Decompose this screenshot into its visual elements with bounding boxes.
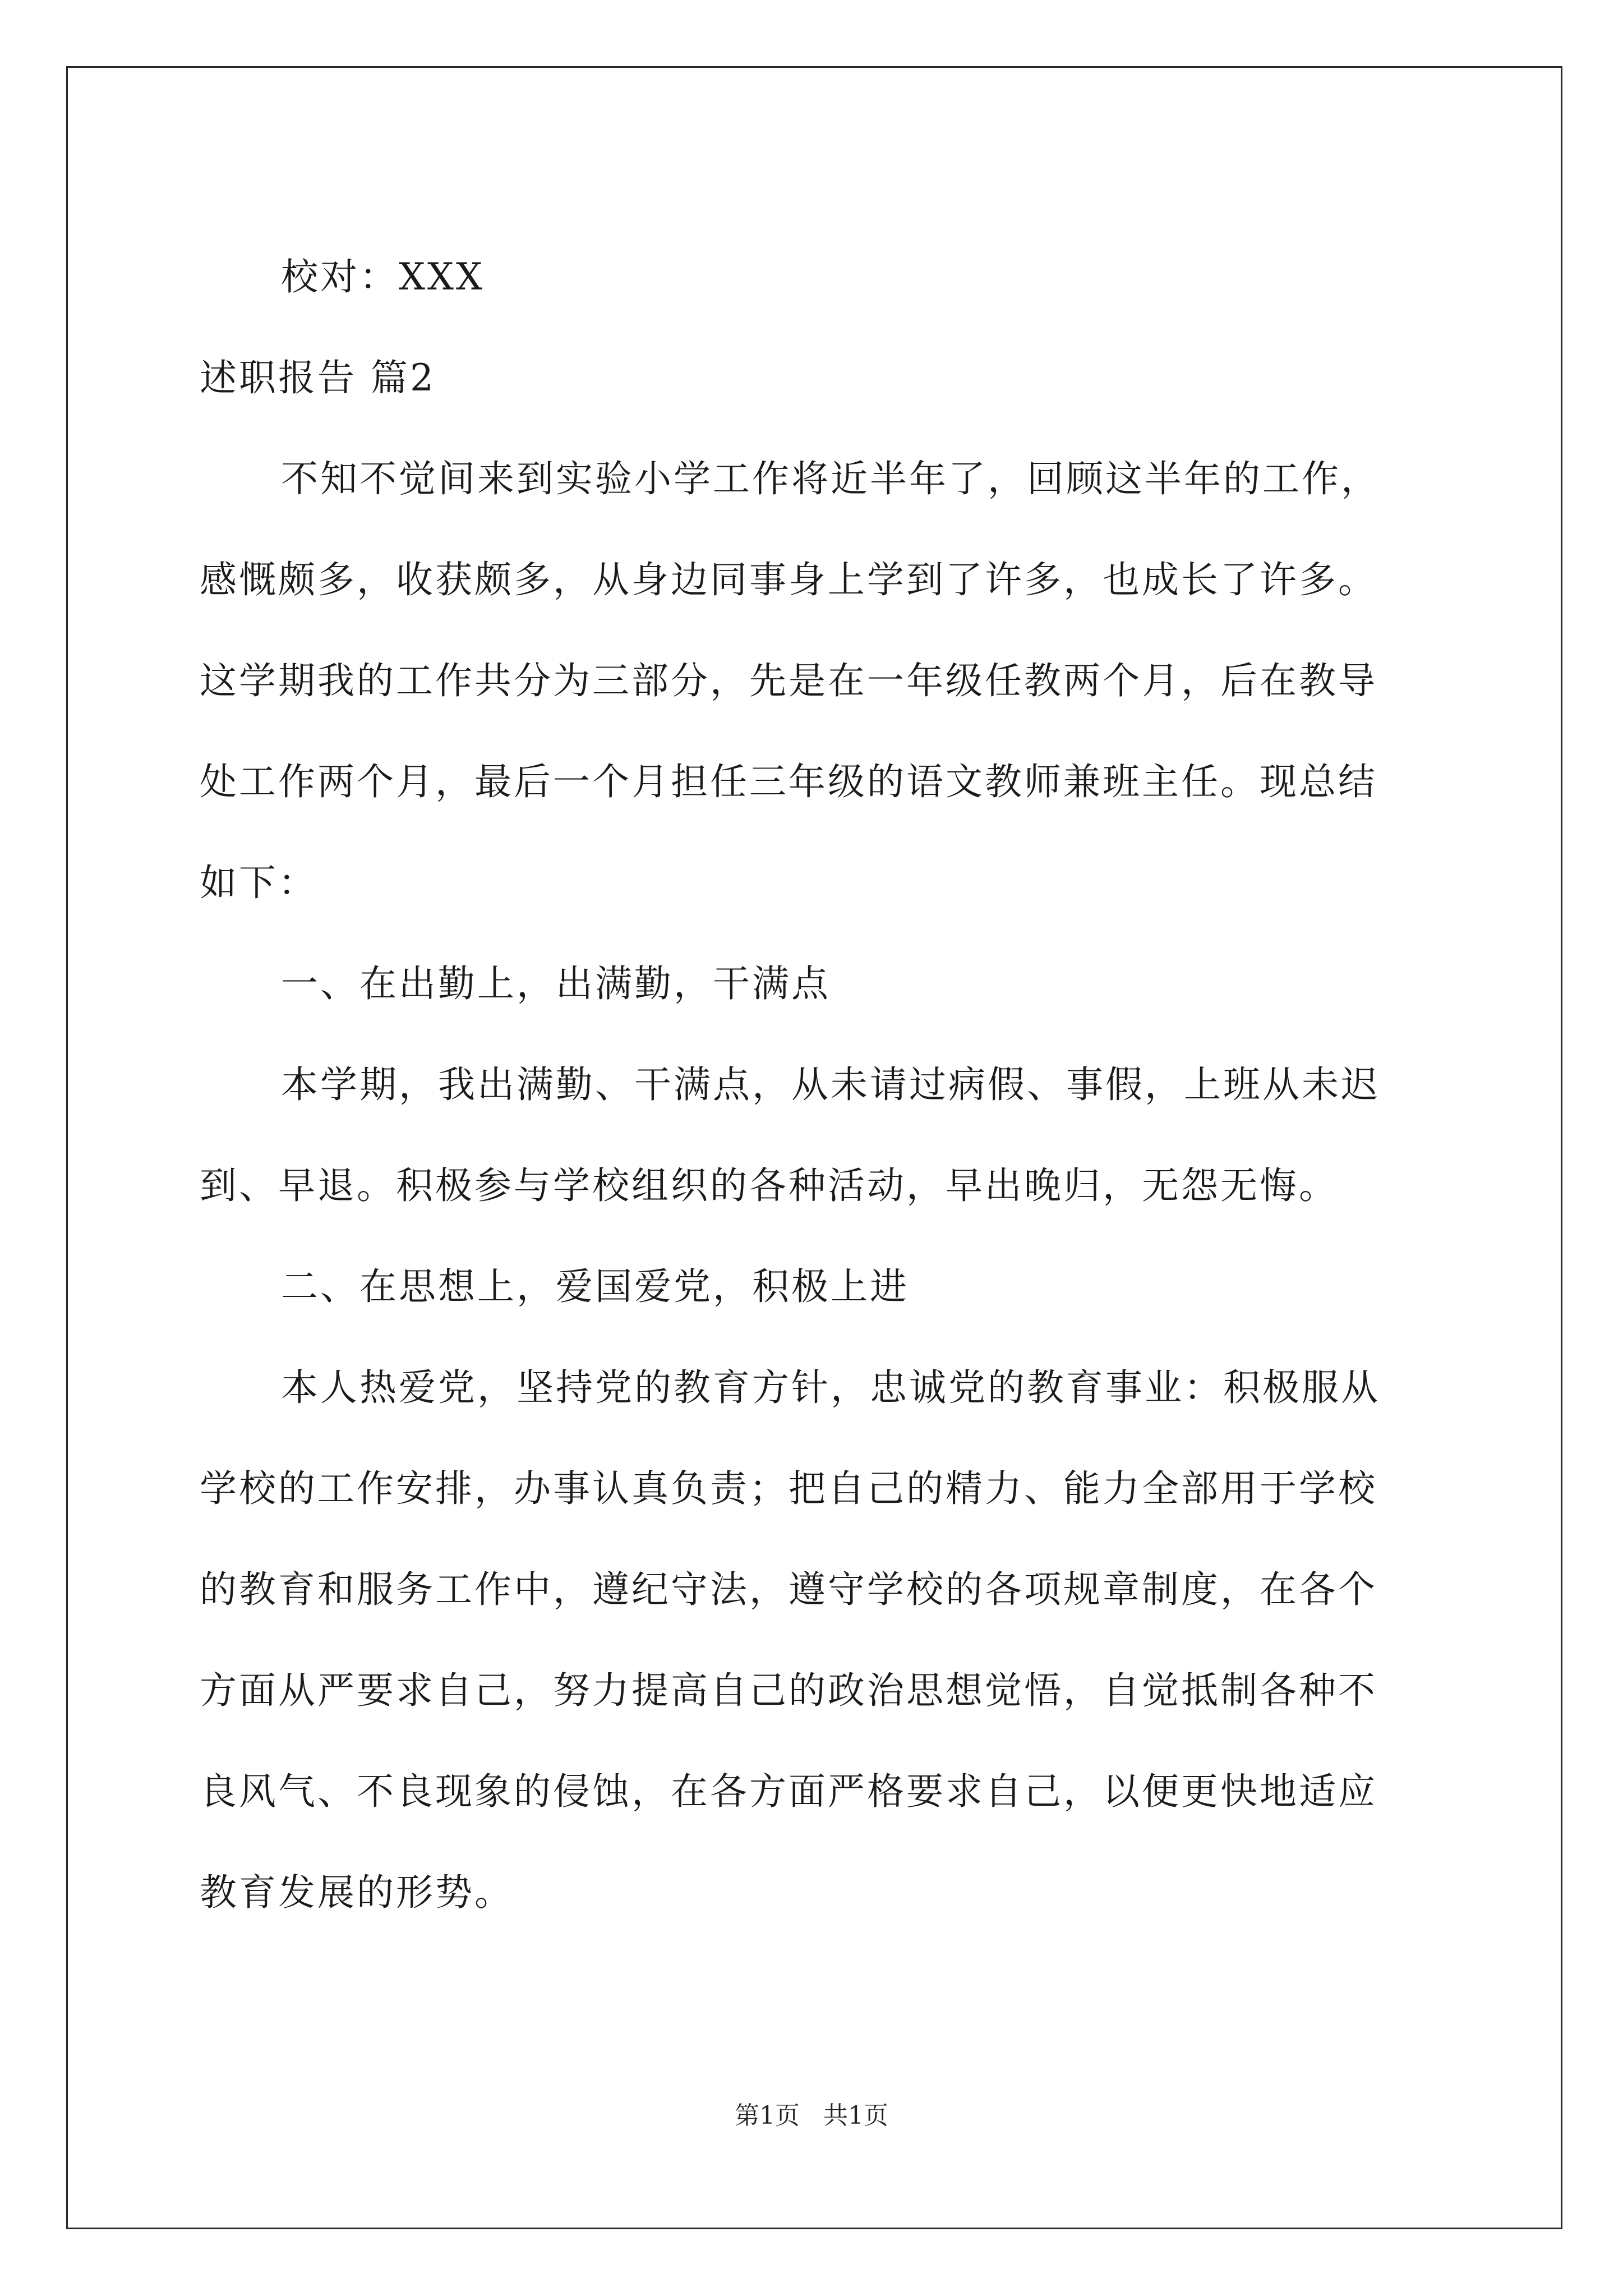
- paragraph-line: 本学期，我出满勤、干满点，从未请过病假、事假，上班从未迟: [281, 1063, 1380, 1106]
- paragraph-line: 的教育和服务工作中，遵纪守法，遵守学校的各项规章制度，在各个: [200, 1568, 1377, 1611]
- paragraph-line: 方面从严要求自己，努力提高自己的政治思想觉悟，自觉抵制各种不: [200, 1669, 1377, 1712]
- paragraph-line: 教育发展的形势。: [200, 1871, 514, 1914]
- section-heading: 述职报告 篇2: [200, 356, 436, 399]
- subheading-ideology: 二、在思想上，爱国爱党，积极上进: [281, 1265, 909, 1308]
- paragraph-line: 本人热爱党，坚持党的教育方针，忠诚党的教育事业：积极服从: [281, 1366, 1380, 1409]
- paragraph-line: 不知不觉间来到实验小学工作将近半年了，回顾这半年的工作，: [281, 457, 1380, 500]
- paragraph-line: 到、早退。积极参与学校组织的各种活动，早出晚归，无怨无悔。: [200, 1164, 1338, 1207]
- paragraph-line: 这学期我的工作共分为三部分，先是在一年级任教两个月，后在教导: [200, 659, 1377, 702]
- subheading-attendance: 一、在出勤上，出满勤，干满点: [281, 962, 831, 1005]
- paragraph-line: 学校的工作安排，办事认真负责；把自己的精力、能力全部用于学校: [200, 1467, 1377, 1510]
- paragraph-line: 处工作两个月，最后一个月担任三年级的语文教师兼班主任。现总结: [200, 760, 1377, 803]
- paragraph-line: 如下：: [200, 861, 317, 904]
- page-footer: 第1页 共1页: [735, 2101, 888, 2130]
- paragraph-line: 良风气、不良现象的侵蚀，在各方面严格要求自己，以便更快地适应: [200, 1770, 1377, 1813]
- paragraph-line: 感慨颇多，收获颇多，从身边同事身上学到了许多，也成长了许多。: [200, 558, 1377, 601]
- proofreader-line: 校对：XXX: [281, 255, 485, 298]
- document-body: [200, 227, 1428, 1943]
